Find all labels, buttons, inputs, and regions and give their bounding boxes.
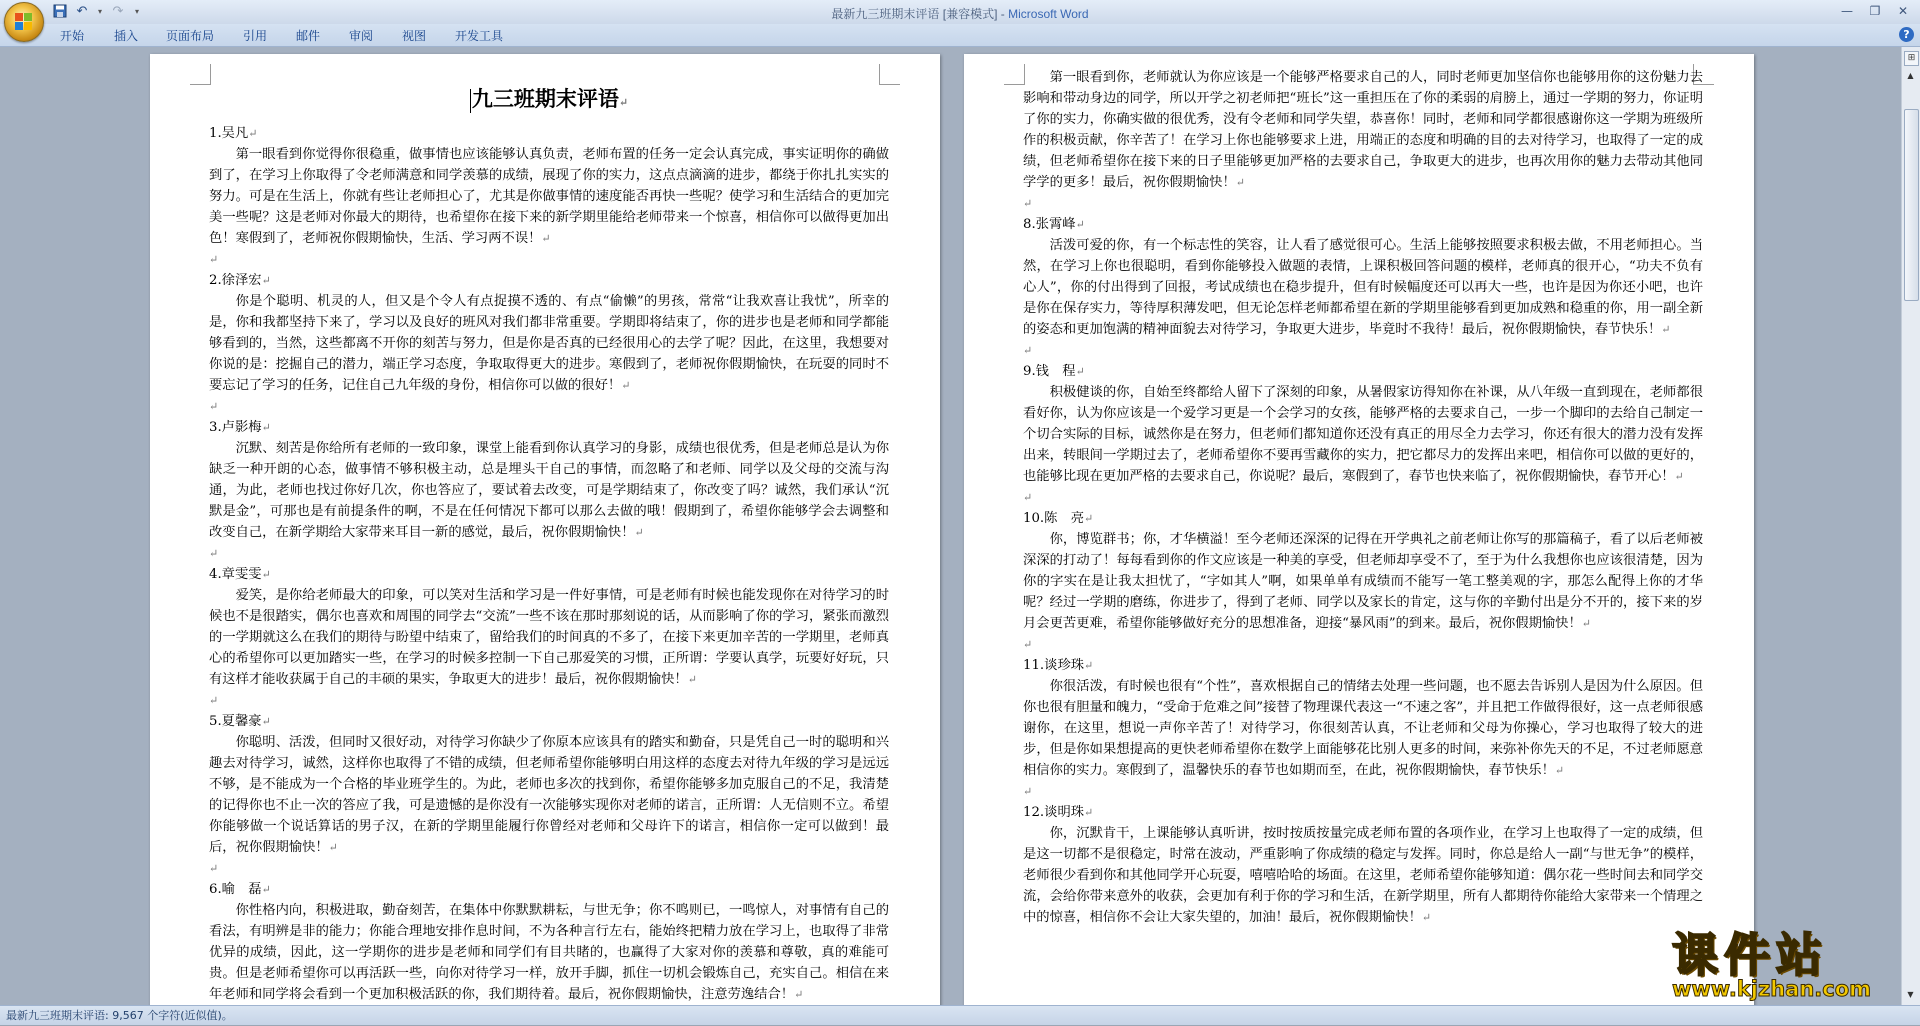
paragraph-mark-icon: ↵	[261, 274, 271, 287]
watermark-url-text: www.kjzhan.com	[1672, 977, 1872, 1001]
paragraph-mark-icon: ↵	[261, 568, 271, 581]
help-icon[interactable]: ?	[1899, 27, 1914, 42]
student-heading	[209, 270, 889, 291]
scrollbar-thumb[interactable]	[1904, 109, 1919, 301]
comment-text: 你聪明、活泼，但同时又很好动，对待学习你缺少了你原本应该具有的踏实和勤奋，只是凭自己一时的聪明和兴趣去对待学习，诚然，这样你也取得了不错的成绩，但老师希望你能够明白用这样的态度去对待九年级的学习是远远不够，是不能成为一个合格的毕业班学生的。为此，老师也多次的找到你，希望你能够多加克服自己的不足，我清楚的记得你也不止一次的答应了我，可是遗憾的是你没有一次能够实现你对老师的诺言，正所谓：人无信则不立。希望你能够做一个说话算话的男子汉，在新的学期里能履行你曾经对老师和父母许下的诺言，相信你一定可以做到！最后，祝你假期愉快！	[209, 735, 889, 855]
paragraph-mark-icon: ↵	[1235, 176, 1245, 189]
empty-paragraph	[1023, 487, 1703, 508]
comment-paragraph	[209, 585, 889, 690]
comment-paragraph	[209, 900, 889, 1005]
tab-home[interactable]: 开始	[60, 29, 85, 43]
undo-dropdown-icon[interactable]: ▾	[97, 7, 102, 16]
paragraph-mark-icon: ↵	[541, 232, 551, 245]
tab-page-layout[interactable]: 页面布局	[166, 29, 215, 43]
student-name-text: 4.章雯雯	[209, 567, 262, 582]
comment-text: 积极健谈的你，自始至终都给人留下了深刻的印象，从暑假家访得知你在补课，从八年级一直到现在，老师都很看好你，认为你应该是一个爱学习更是一个会学习的女孩，能够严格的去要求自己，一步一个脚印的去给自己制定一个切合实际的目标，诚然你是在努力，但老师们都知道你还没有真正的用尽全力去学习，你还有很大的潜力没有发挥出来，转眼间一学期过去了，老师希望你不要再雪藏你的实力，把它都尽力的发挥出来吧，相信你可以做的更好的，也能够比现在更加严格的去要求自己，你说呢？最后，寒假到了，春节也快来临了，祝你假期愉快，春节开心！	[1023, 385, 1703, 484]
margin-corner-mark	[1004, 64, 1025, 85]
student-heading	[1023, 655, 1703, 676]
scroll-up-icon[interactable]: ▲	[1907, 71, 1914, 80]
tab-developer[interactable]: 开发工具	[455, 29, 504, 43]
student-heading	[1023, 214, 1703, 235]
view-ruler-icon[interactable]: ⊞	[1904, 51, 1919, 66]
paragraph-mark-icon: ↵	[209, 547, 219, 560]
comment-text: 你性格内向，积极进取，勤奋刻苦，在集体中你默默耕耘，与世无争；你不鸣则已，一鸣惊人，对事情有自己的看法，有明辨是非的能力；你能合理地安排作息时间，不为各种言行左右，能始终把精力放在学习上，也取得了非常优异的成绩，因此，这一学期你的进步是老师和同学们有目共睹的，也赢得了大家对你的羡慕和尊敬，真的难能可贵。但是老师希望你可以再活跃一些，向你对待学习一样，放开手脚，抓住一切机会锻炼自己，充实自己。相信在来年老师和同学将会看到一个更加积极活跃的你，我们期待着。最后，祝你假期愉快，注意劳逸结合！	[209, 903, 889, 1002]
student-name-text: 6.喻 磊	[209, 882, 262, 897]
student-name-text: 2.徐泽宏	[209, 273, 262, 288]
empty-paragraph	[209, 249, 889, 270]
student-name-text: 1.吴凡	[209, 126, 249, 141]
page-2-content	[1023, 67, 1703, 928]
empty-paragraph	[209, 396, 889, 417]
student-name-text: 10.陈 亮	[1023, 511, 1085, 526]
empty-paragraph	[209, 690, 889, 711]
comment-paragraph	[1023, 67, 1703, 193]
student-heading	[209, 564, 889, 585]
tab-mailings[interactable]: 邮件	[296, 29, 321, 43]
paragraph-mark-icon: ↵	[1023, 785, 1033, 798]
paragraph-mark-icon: ↵	[1023, 344, 1033, 357]
document-page-2[interactable]	[964, 54, 1754, 1005]
document-page-1[interactable]	[150, 54, 940, 1005]
document-workspace	[0, 47, 1902, 1005]
comment-text: 活泼可爱的你，有一个标志性的笑容，让人看了感觉很可心。生活上能够按照要求积极去做，不用老师担心。当然，在学习上你也很聪明，看到你能够投入做题的表情，上课积极回答问题的模样，老师真的很开心，“功夫不负有心人”，你的付出得到了回报，考试成绩也在稳步提升，但有时候幅度还可以再大一些，也许是因为你还小吧，也许是你在保存实力，等待厚积薄发吧，但无论怎样老师都希望在新的学期里能够看到更加成熟和稳重的你，用一副全新的姿态和更加饱满的精神面貌去对待学习，争取更大进步，毕竟时不我待！最后，祝你假期愉快，春节快乐！	[1023, 238, 1703, 337]
customize-toolbar-icon[interactable]: ▾	[134, 7, 139, 16]
student-name-text: 5.夏馨豪	[209, 714, 262, 729]
student-heading	[209, 123, 889, 144]
title-bar	[0, 0, 1920, 25]
comment-paragraph	[1023, 235, 1703, 340]
empty-paragraph	[1023, 193, 1703, 214]
student-heading	[1023, 508, 1703, 529]
paragraph-mark-icon: ↵	[687, 673, 697, 686]
comment-text: 第一眼看到你，老师就认为你应该是一个能够严格要求自己的人，同时老师更加坚信你也能够用你的这份魅力去影响和带动身边的同学，所以开学之初老师把“班长”这一重担压在了你的柔弱的肩膀上，通过一学期的努力，你证明了你的实力，你确实做的很优秀，没有令老师和同学失望，恭喜你！同时，老师和同学都很感谢你这一学期为班级所作的积极贡献，你辛苦了！在学习上你也能够要求上进，用端正的态度和明确的目的去对待学习，也取得了一定的成绩，但老师希望你在接下来的日子里能够更加严格的去要求自己，争取更大的进步，也再次用你的魅力去带动其他同学学的更多！最后，祝你假期愉快！	[1023, 70, 1703, 190]
empty-paragraph	[1023, 781, 1703, 802]
window-title	[0, 5, 1920, 22]
student-heading	[209, 879, 889, 900]
paragraph-mark-icon: ↵	[1084, 806, 1094, 819]
maximize-icon[interactable]: ❐	[1869, 4, 1881, 18]
comment-text: 沉默、刻苦是你给所有老师的一致印象，课堂上能看到你认真学习的身影，成绩也很优秀，但是老师总是认为你缺乏一种开朗的心态，做事情不够积极主动，总是埋头干自己的事情，而忽略了和老师、同学以及父母的交流与沟通，为此，老师也找过你好几次，你也答应了，要试着去改变，可是学期结束了，你改变了吗？诚然，我们承认“沉默是金”，可那也是有前提条件的啊，不是在任何情况下都可以那么去做的哦！假期到了，希望你能够学会去调整和改变自己，在新学期给大家带来耳目一新的感觉，最后，祝你假期愉快！	[209, 441, 889, 540]
title-separator: -	[997, 7, 1009, 21]
paragraph-mark-icon: ↵	[209, 694, 219, 707]
paragraph-mark-icon: ↵	[618, 96, 629, 109]
paragraph-mark-icon: ↵	[1075, 218, 1085, 231]
paragraph-mark-icon: ↵	[261, 715, 271, 728]
comment-text: 你很活泼，有时候也很有“个性”，喜欢根据自己的情绪去处理一些问题，也不愿去告诉别人是因为什么原因。但你也很有胆量和魄力，“受命于危难之间”接替了物理课代表这一“不速之客”，并且把工作做得很好，这一点老师很感谢你，在这里，想说一声你辛苦了！对待学习，你很刻苦认真，不让老师和父母为你操心，学习也取得了较大的进步，但是你如果想提高的更快老师希望你在数学上面能够花比别人更多的时间，来弥补你先天的不足，不过老师愿意相信你的实力。寒假到了，温馨快乐的春节也如期而至，在此，祝你假期愉快，春节快乐！	[1023, 679, 1703, 778]
undo-icon[interactable]: ↶	[76, 4, 88, 19]
comment-text: 你是个聪明、机灵的人，但又是个令人有点捉摸不透的、有点“偷懒”的男孩，常常“让我欢喜让我忧”，所幸的是，你和我都坚持下来了，学习以及良好的班风对我们都非常重要。学期即将结束了，你的进步也是老师和同学都能够看到的，当然，这些都离不开你的刻苦与努力，但是你是否真的已经很用心的去学了呢？因此，在这里，我想要对你说的是：挖掘自己的潜力，端正学习态度，争取取得更大的进步。寒假到了，老师祝你假期愉快，在玩耍的同时不要忘记了学习的任务，记住自己九年级的身份，相信你可以做的很好！	[209, 294, 889, 393]
office-logo-icon	[15, 13, 33, 31]
empty-paragraph	[209, 543, 889, 564]
paragraph-mark-icon: ↵	[794, 988, 804, 1001]
paragraph-mark-icon: ↵	[1581, 617, 1591, 630]
paragraph-mark-icon: ↵	[261, 421, 271, 434]
tab-insert[interactable]: 插入	[114, 29, 139, 43]
paragraph-mark-icon: ↵	[1023, 197, 1033, 210]
student-name-text: 8.张霄峰	[1023, 217, 1076, 232]
text-cursor	[470, 89, 471, 113]
status-bar	[0, 1005, 1920, 1025]
margin-corner-mark	[190, 64, 211, 85]
ribbon-tabs	[0, 24, 1920, 47]
paragraph-mark-icon: ↵	[1023, 491, 1033, 504]
comment-text: 爱笑，是你给老师最大的印象，可以笑对生活和学习是一件好事情，可是老师有时候也能发现你在对待学习的时候也不是很踏实，偶尔也喜欢和周围的同学去“交流”一些不该在那时那刻说的话，从而影响了你的学习，紧张而激烈的一学期就这么在我们的期待与盼望中结束了，留给我们的时间真的不多了，在接下来更加辛苦的一学期里，老师真心的希望你可以更加踏实一些，在学习的时候多控制一下自己那爱笑的习惯，正所谓：学要认真学，玩要好好玩，只有这样才能收获属于自己的丰硕的果实，争取更大的进步！最后，祝你假期愉快！	[209, 588, 889, 687]
comment-paragraph	[209, 438, 889, 543]
scroll-down-icon[interactable]: ▼	[1907, 990, 1914, 999]
comment-text: 你，博览群书；你，才华横溢！至今老师还深深的记得在开学典礼之前老师让你写的那篇稿子，看了以后老师被深深的打动了！每每看到你的作文应该是一种美的享受，但老师却享受不了，至于为什么我想你也应该很清楚，因为你的字实在是让我太担忧了，“字如其人”啊，如果单单有成绩而不能写一笔工整美观的字，那怎么配得上你的才华呢？经过一学期的磨练，你进步了，得到了老师、同学以及家长的肯定，这与你的辛勤付出是分不开的，接下来的岁月会更苦更难，希望你能够做好充分的思想准备，迎接“暴风雨”的到来。最后，祝你假期愉快！	[1023, 532, 1703, 631]
paragraph-mark-icon: ↵	[328, 841, 338, 854]
comment-text: 你，沉默肯干，上课能够认真听讲，按时按质按量完成老师布置的各项作业，在学习上也取得了一定的成绩，但是这一切都不是很稳定，时常在波动，严重影响了你成绩的稳定与发挥。同时，你总是给人一副“与世无争”的模样，老师很少看到你和其他同学开心玩耍，嘻嘻哈哈的场面。在这里，老师希望你能够知道：偶尔花一些时间去和同学交流，会给你带来意外的收获，会更加有利于你的学习和生活，在新学期里，所有人都期待你能给大家带来一个情理之中的惊喜，相信你不会让大家失望的，加油！最后，祝你假期愉快！	[1023, 826, 1703, 925]
paragraph-mark-icon: ↵	[209, 400, 219, 413]
status-text: 最新九三班期末评语: 9,567 个字符(近似值)。	[6, 1009, 233, 1022]
empty-paragraph	[209, 858, 889, 879]
paragraph-mark-icon: ↵	[209, 253, 219, 266]
minimize-icon[interactable]: —	[1841, 4, 1853, 18]
document-title-text: 九三班期末评语	[471, 86, 619, 111]
paragraph-mark-icon: ↵	[634, 526, 644, 539]
student-heading	[1023, 361, 1703, 382]
comment-paragraph	[1023, 676, 1703, 781]
empty-paragraph	[1023, 634, 1703, 655]
tab-review[interactable]: 审阅	[349, 29, 374, 43]
tab-references[interactable]: 引用	[243, 29, 268, 43]
document-title	[209, 82, 889, 120]
paragraph-mark-icon: ↵	[261, 883, 271, 896]
student-heading	[209, 417, 889, 438]
student-name-text: 12.谈明珠	[1023, 805, 1085, 820]
paragraph-mark-icon: ↵	[1075, 365, 1085, 378]
student-name-text: 3.卢影梅	[209, 420, 262, 435]
office-button[interactable]	[4, 2, 44, 42]
paragraph-mark-icon: ↵	[1084, 659, 1094, 672]
student-heading	[1023, 802, 1703, 823]
app-title-text: Microsoft Word	[1008, 7, 1089, 21]
comment-paragraph	[209, 144, 889, 249]
page-1-paragraphs	[209, 123, 889, 1005]
comment-paragraph	[1023, 382, 1703, 487]
comment-paragraph	[209, 291, 889, 396]
document-title-text: 最新九三班期末评语 [兼容模式]	[831, 7, 998, 21]
paragraph-mark-icon: ↵	[621, 379, 631, 392]
paragraph-mark-icon: ↵	[1554, 764, 1565, 777]
student-heading	[209, 711, 889, 732]
paragraph-mark-icon: ↵	[1023, 638, 1033, 651]
student-name-text: 11.谈珍珠	[1023, 658, 1085, 673]
paragraph-mark-icon: ↵	[1421, 911, 1432, 924]
redo-icon[interactable]: ↷	[112, 4, 124, 19]
vertical-scrollbar[interactable]	[1901, 47, 1920, 1005]
empty-paragraph	[1023, 340, 1703, 361]
comment-paragraph	[1023, 823, 1703, 928]
page-2-paragraphs	[1023, 67, 1703, 928]
page-1-content	[209, 82, 889, 1005]
close-icon[interactable]: ✕	[1897, 4, 1909, 18]
watermark-logo-text: 课件站	[1672, 928, 1828, 982]
comment-text: 第一眼看到你觉得你很稳重，做事情也应该能够认真负责，老师布置的任务一定会认真完成，事实证明你的确做到了，在学习上你取得了令老师满意和同学羡慕的成绩，展现了你的实力，这点点滴滴的进步，都绕于你扎扎实实的努力。可是在生活上，你就有些让老师担心了，尤其是你做事情的速度能否再快一些呢？使学习和生活结合的更加完美一些呢？这是老师对你最大的期待，也希望你在接下来的新学期里能给老师带来一个惊喜，相信你可以做得更加出色！寒假到了，老师祝你假期愉快，生活、学习两不误！	[209, 147, 889, 246]
comment-paragraph	[1023, 529, 1703, 634]
tab-view[interactable]: 视图	[402, 29, 427, 43]
paragraph-mark-icon: ↵	[248, 127, 258, 140]
paragraph-mark-icon: ↵	[1661, 323, 1671, 336]
paragraph-mark-icon: ↵	[1084, 512, 1094, 525]
window-controls	[1834, 2, 1916, 20]
comment-paragraph	[209, 732, 889, 858]
student-name-text: 9.钱 程	[1023, 364, 1076, 379]
paragraph-mark-icon: ↵	[1674, 470, 1684, 483]
paragraph-mark-icon: ↵	[209, 862, 219, 875]
